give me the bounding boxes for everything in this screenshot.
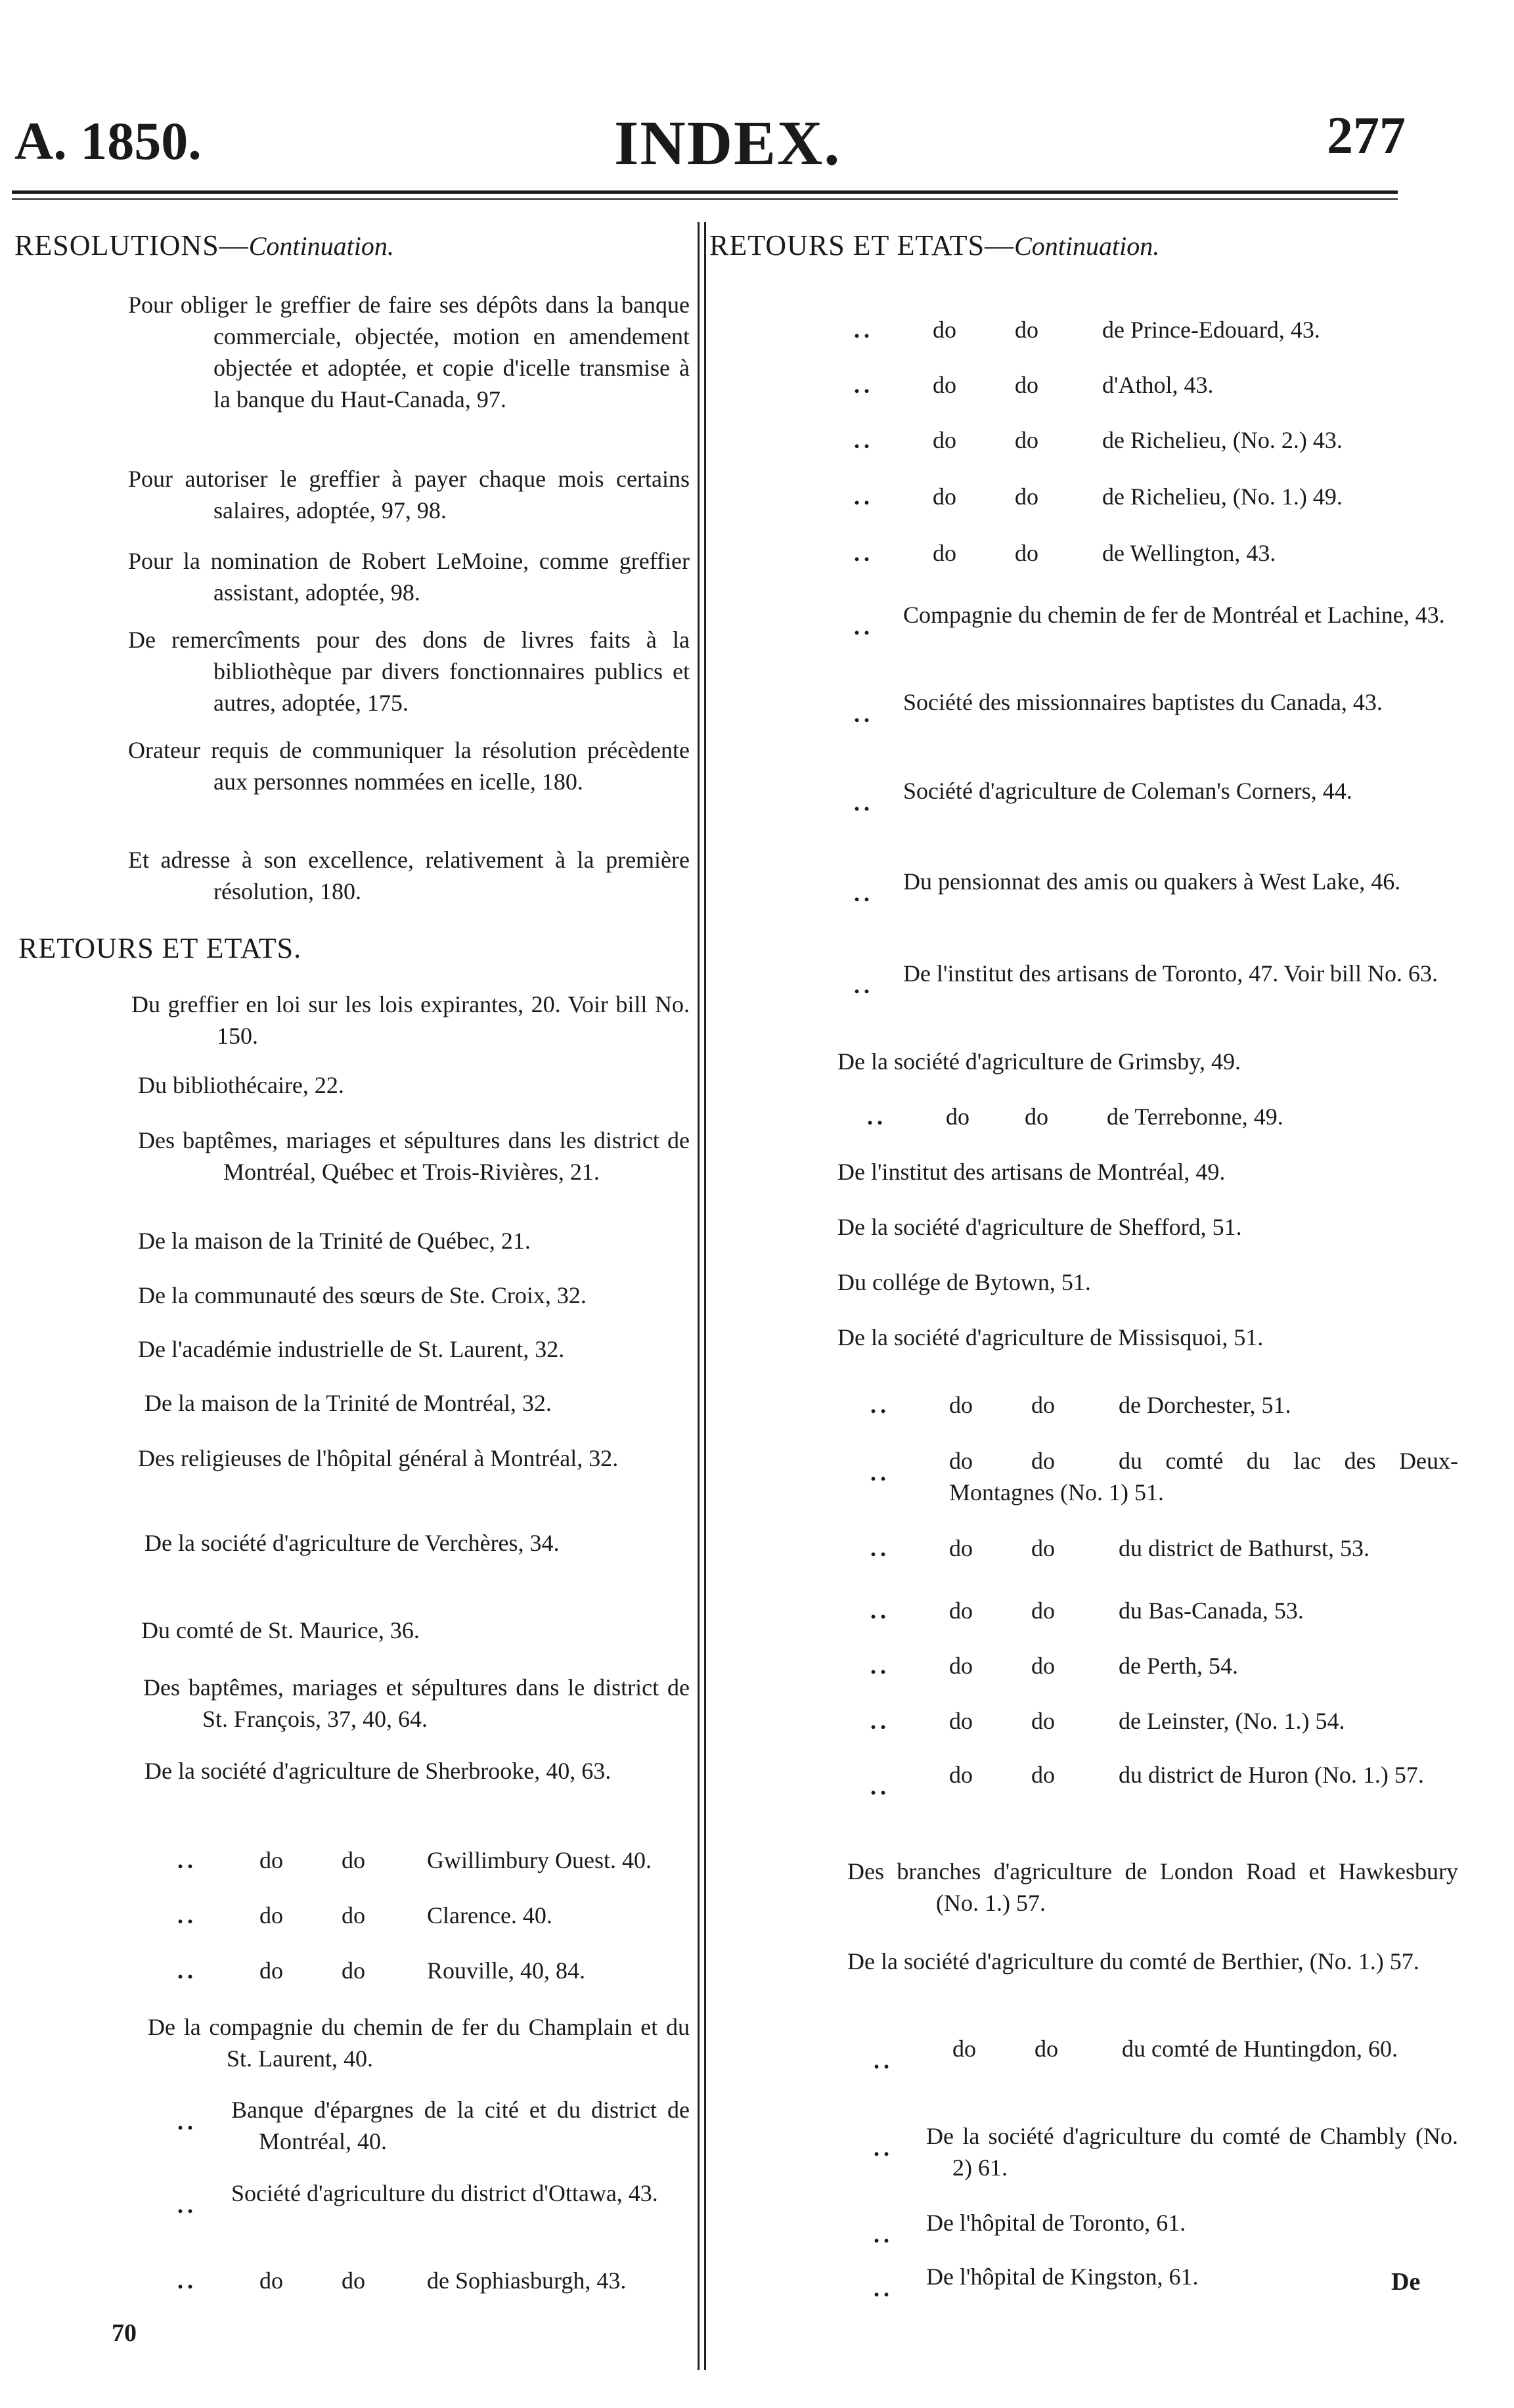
entry-text: Société d'agriculture du district d'Ottawa, 43. [231, 2180, 658, 2206]
ditto-mark: do [1031, 1535, 1055, 1561]
index-entry [138, 1333, 690, 1365]
ditto-mark: do [342, 1957, 365, 1984]
entry-text: De la société d'agriculture de Sherbrooke, 40, 63. [145, 1758, 612, 1784]
column-divider [704, 222, 706, 2370]
entry-text: Des baptêmes, mariages et sépultures dans le district de St. François, 37, 40, 64. [143, 1674, 690, 1732]
entry-text: du comté de Huntingdon, 60. [1122, 2036, 1398, 2062]
section-heading-retours-continued [709, 229, 1159, 262]
ditto-dots: .. [870, 1597, 890, 1624]
index-entry [837, 1266, 1458, 1298]
index-entry [128, 734, 690, 797]
entry-text: De l'hôpital de Kingston, 61. [926, 2263, 1199, 2290]
entry-text: De remercîments pour des dons de livres faits à la bibliothèque par divers fonctionnaires publics et autres, adoptée, 175. [128, 627, 690, 716]
heading-continuation: Continuation. [248, 231, 394, 261]
running-head-title: INDEX. [614, 108, 841, 178]
ditto-mark: do [952, 2036, 976, 2062]
entry-text: du comté du lac des Deux-Montagnes (No. 1) 51. [949, 1448, 1458, 1505]
ditto-mark: do [1031, 1708, 1055, 1734]
entry-text: De la maison de la Trinité de Montréal, 32. [145, 1390, 552, 1416]
ditto-dots: .. [177, 2108, 197, 2135]
ditto-mark: do [949, 1708, 973, 1734]
heading-main: RESOLUTIONS— [14, 229, 249, 261]
entry-text: Du bibliothécaire, 22. [138, 1072, 344, 1098]
entry-text: de Leinster, (No. 1.) 54. [1119, 1708, 1345, 1734]
entry-text: De la compagnie du chemin de fer du Champlain et du St. Laurent, 40. [148, 2014, 690, 2072]
section-heading-retours: RETOURS ET ETATS. [18, 932, 302, 964]
entry-text: de Prince-Edouard, 43. [1102, 317, 1320, 343]
entry-text: Des branches d'agriculture de London Road et Hawkesbury (No. 1.) 57. [847, 1858, 1458, 1916]
entry-text: Des religieuses de l'hôpital général à Montréal, 32. [138, 1445, 619, 1471]
entry-text: de Sophiasburgh, 43. [427, 2267, 627, 2294]
ditto-mark: do [949, 1653, 973, 1679]
entry-text: Des baptêmes, mariages et sépultures dans les district de Montréal, Québec et Trois-Rivières, 21. [138, 1127, 690, 1185]
ditto-dots: .. [177, 2192, 197, 2218]
entry-text: Pour autoriser le greffier à payer chaque mois certains salaires, adoptée, 97, 98. [128, 466, 690, 524]
ditto-dots: .. [854, 317, 874, 343]
index-entry [138, 1125, 690, 1188]
entry-text: De la société d'agriculture de Shefford, 51. [837, 1214, 1242, 1240]
index-entry [847, 1856, 1458, 1919]
ditto-dots: .. [874, 2275, 893, 2302]
index-entry [138, 1225, 690, 1257]
entry-text: de Richelieu, (No. 2.) 43. [1102, 427, 1343, 453]
index-entry [141, 1615, 690, 1646]
ditto-mark: do [949, 1762, 973, 1788]
ditto-mark: do [949, 1448, 973, 1474]
ditto-dots: .. [854, 790, 874, 816]
entry-text: Compagnie du chemin de fer de Montréal et Lachine, 43. [903, 602, 1445, 628]
ditto-mark: do [1035, 2036, 1058, 2062]
entry-text: De l'institut des artisans de Montréal, 49. [837, 1159, 1226, 1185]
ditto-dots: .. [870, 1460, 890, 1486]
column-divider [698, 222, 700, 2370]
entry-text: De la société d'agriculture de Missisquoi, 51. [837, 1324, 1264, 1350]
ditto-mark: do [933, 540, 956, 566]
ditto-mark: do [1015, 540, 1038, 566]
entry-text: De la société d'agriculture de Grimsby, 49. [837, 1048, 1241, 1075]
index-entry [128, 289, 690, 415]
catchword: De [1391, 2268, 1421, 2296]
header-rule-thin [12, 198, 1398, 200]
ditto-mark: do [933, 317, 956, 343]
index-entry [837, 1322, 1458, 1353]
ditto-dots: .. [854, 540, 874, 566]
ditto-dots: .. [874, 2135, 893, 2161]
index-entry [148, 2011, 690, 2074]
entry-text: Banque d'épargnes de la cité et du district de Montréal, 40. [231, 2097, 690, 2154]
entry-text: Du comté de St. Maurice, 36. [141, 1617, 420, 1643]
ditto-dots: .. [870, 1535, 890, 1561]
entry-text: De la société d'agriculture de Verchères, 34. [145, 1530, 560, 1556]
ditto-dots: .. [177, 1902, 197, 1929]
ditto-dots: .. [867, 1104, 887, 1130]
entry-text: d'Athol, 43. [1102, 372, 1214, 398]
ditto-dots: .. [870, 1708, 890, 1734]
ditto-mark: do [342, 1902, 365, 1929]
ditto-dots: .. [177, 2267, 197, 2294]
index-entry [145, 1387, 690, 1419]
entry-text: Clarence. 40. [427, 1902, 552, 1929]
ditto-mark: do [259, 1957, 283, 1984]
ditto-dots: .. [177, 1847, 197, 1873]
ditto-mark: do [946, 1104, 969, 1130]
entry-text: De l'académie industrielle de St. Laurent, 32. [138, 1336, 565, 1362]
entry-text: De la société d'agriculture du comté de Berthier, (No. 1.) 57. [847, 1948, 1419, 1974]
entry-text: du district de Bathurst, 53. [1119, 1535, 1369, 1561]
entry-text: de Richelieu, (No. 1.) 49. [1102, 483, 1343, 510]
section-heading-resolutions [14, 229, 394, 262]
index-entry [138, 1069, 690, 1101]
index-entry [854, 599, 1458, 640]
index-entry [177, 2177, 690, 2218]
entry-text: De la communauté des sœurs de Ste. Croix, 32. [138, 1282, 587, 1308]
ditto-dots: .. [854, 701, 874, 727]
entry-text: du district de Huron (No. 1.) 57. [1119, 1762, 1424, 1788]
ditto-mark: do [933, 483, 956, 510]
page-number: 277 [1327, 107, 1406, 165]
heading-continuation: Continuation. [1014, 231, 1160, 261]
ditto-dots: .. [854, 613, 874, 640]
index-entry [145, 1755, 690, 1787]
heading-main: RETOURS ET ETATS— [709, 229, 1015, 261]
entry-text: de Wellington, 43. [1102, 540, 1276, 566]
entry-text: De la société d'agriculture du comté de Chambly (No. 2) 61. [926, 2123, 1458, 2181]
entry-text: du Bas-Canada, 53. [1119, 1597, 1304, 1624]
ditto-mark: do [1031, 1597, 1055, 1624]
ditto-dots: .. [854, 972, 874, 998]
entry-text: de Dorchester, 51. [1119, 1392, 1291, 1418]
ditto-mark: do [949, 1392, 973, 1418]
index-entry [143, 1672, 690, 1735]
index-entry [138, 1442, 690, 1474]
ditto-mark: do [1031, 1448, 1055, 1474]
index-entry [128, 844, 690, 907]
ditto-mark: do [259, 2267, 283, 2294]
entry-text: De la maison de la Trinité de Québec, 21. [138, 1228, 531, 1254]
entry-text: Société des missionnaires baptistes du Canada, 43. [903, 689, 1383, 715]
entry-text: Du greffier en loi sur les lois expirantes, 20. Voir bill No. 150. [131, 991, 690, 1049]
ditto-row [874, 2033, 1458, 2074]
entry-text: Gwillimbury Ouest. 40. [427, 1847, 652, 1873]
entry-text: de Perth, 54. [1119, 1653, 1238, 1679]
ditto-mark: do [1031, 1653, 1055, 1679]
running-head-year: A. 1850. [14, 111, 202, 171]
index-entry [177, 2094, 690, 2157]
ditto-dots: .. [870, 1392, 890, 1418]
ditto-dots: .. [874, 2221, 893, 2248]
ditto-dots: .. [177, 1957, 197, 1984]
entry-text: de Terrebonne, 49. [1107, 1104, 1283, 1130]
index-entry [128, 624, 690, 719]
index-entry [128, 545, 690, 608]
index-entry [837, 1156, 1458, 1188]
index-entry [847, 1946, 1458, 1977]
ditto-dots: .. [854, 880, 874, 906]
ditto-mark: do [949, 1597, 973, 1624]
ditto-mark: do [933, 372, 956, 398]
ditto-mark: do [1015, 372, 1038, 398]
index-entry [138, 1280, 690, 1311]
header-rule [12, 190, 1398, 194]
ditto-dots: .. [870, 1653, 890, 1679]
ditto-mark: do [1015, 483, 1038, 510]
ditto-mark: do [1031, 1392, 1055, 1418]
index-entry [131, 989, 690, 1052]
entry-text: Et adresse à son excellence, relativement à la première résolution, 180. [128, 847, 690, 904]
ditto-mark: do [1015, 317, 1038, 343]
entry-text: De l'hôpital de Toronto, 61. [926, 2210, 1186, 2236]
ditto-dots: .. [870, 1773, 890, 1800]
entry-text: Orateur requis de communiquer la résolution précèdente aux personnes nommées en icelle, 180. [128, 737, 690, 795]
entry-text: Pour obliger le greffier de faire ses dépôts dans la banque commerciale, objectée, motion en amendement objectée et adoptée, et copie d'icelle transmise à la banque du Haut-Canada, 97. [128, 292, 690, 412]
ditto-mark: do [949, 1535, 973, 1561]
index-entry [874, 2261, 1458, 2302]
ditto-mark: do [1025, 1104, 1048, 1130]
entry-text: Du pensionnat des amis ou quakers à West Lake, 46. [903, 868, 1401, 895]
index-entry [145, 1527, 690, 1559]
entry-text: Rouville, 40, 84. [427, 1957, 585, 1984]
ditto-dots: .. [874, 2047, 893, 2074]
index-entry [854, 686, 1458, 727]
index-entry [854, 866, 1458, 906]
entry-text: Société d'agriculture de Coleman's Corners, 44. [903, 778, 1352, 804]
index-entry [874, 2207, 1458, 2248]
index-entry [854, 958, 1458, 998]
ditto-mark: do [1031, 1762, 1055, 1788]
entry-text: Du collége de Bytown, 51. [837, 1269, 1091, 1295]
ditto-row [870, 1445, 1458, 1508]
ditto-row [870, 1759, 1458, 1800]
ditto-dots: .. [854, 483, 874, 510]
entry-text: Pour la nomination de Robert LeMoine, comme greffier assistant, adoptée, 98. [128, 548, 690, 606]
signature-number: 70 [112, 2319, 137, 2347]
index-entry [874, 2120, 1458, 2183]
ditto-dots: .. [854, 372, 874, 398]
ditto-mark: do [933, 427, 956, 453]
ditto-dots: .. [854, 427, 874, 453]
index-entry [837, 1046, 1458, 1077]
entry-text: De l'institut des artisans de Toronto, 47. Voir bill No. 63. [903, 960, 1438, 987]
ditto-mark: do [259, 1847, 283, 1873]
ditto-mark: do [342, 2267, 365, 2294]
index-entry [837, 1211, 1458, 1243]
ditto-mark: do [259, 1902, 283, 1929]
ditto-mark: do [1015, 427, 1038, 453]
index-entry [128, 463, 690, 526]
ditto-mark: do [342, 1847, 365, 1873]
index-entry [854, 775, 1458, 816]
